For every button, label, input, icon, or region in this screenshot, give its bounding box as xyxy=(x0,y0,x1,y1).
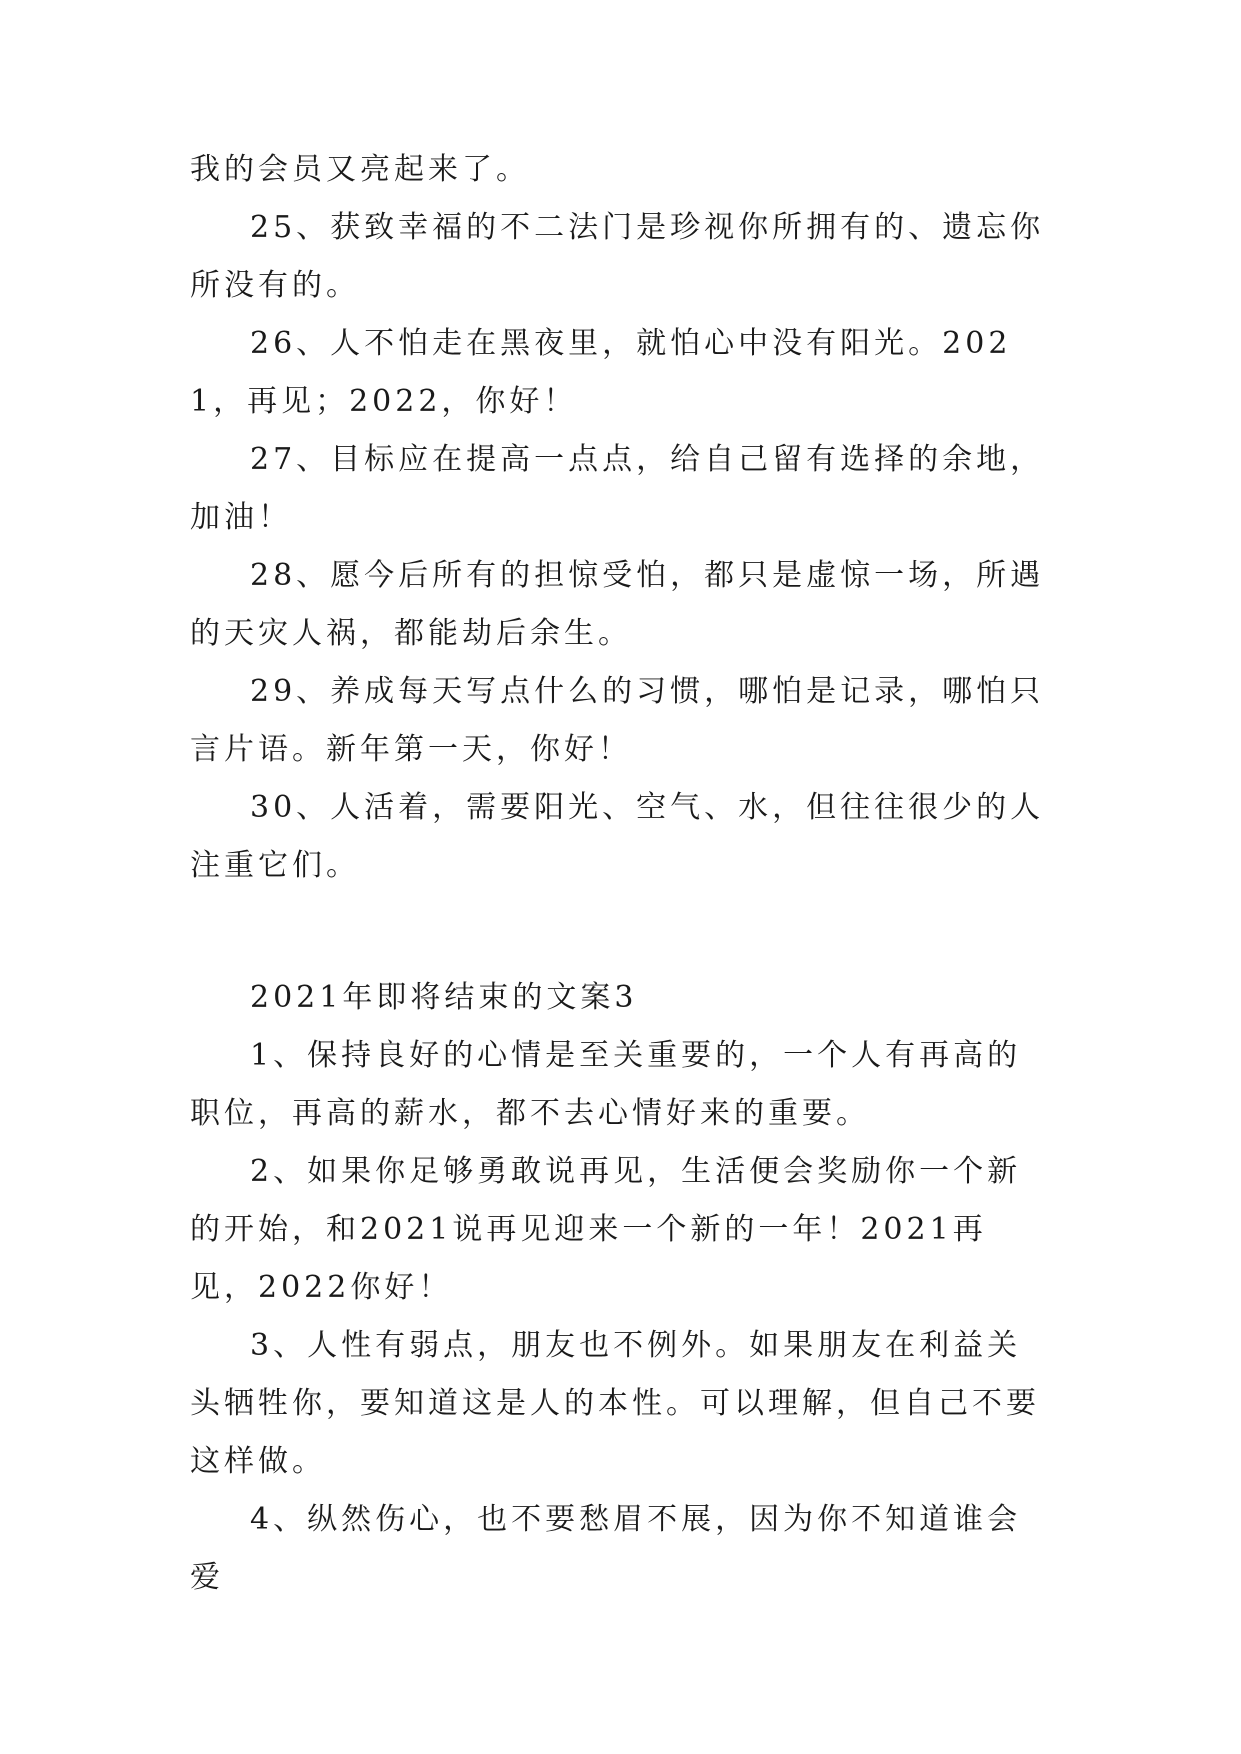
paragraph-29: 29、养成每天写点什么的习惯，哪怕是记录，哪怕只言片语。新年第一天，你好！ xyxy=(190,674,1045,767)
paragraph-continuation: 我的会员又亮起来了。 xyxy=(190,152,530,187)
paragraph-27: 27、目标应在提高一点点，给自己留有选择的余地，加油！ xyxy=(190,442,1045,535)
paragraph-25: 25、获致幸福的不二法门是珍视你所拥有的、遗忘你所没有的。 xyxy=(190,210,1045,303)
section-item-3: 3、人性有弱点，朋友也不例外。如果朋友在利益关头牺牲你，要知道这是人的本性。可以理解，但自己不要这样做。 xyxy=(190,1328,1040,1479)
paragraph-26: 26、人不怕走在黑夜里，就怕心中没有阳光。2021，再见；2022，你好！ xyxy=(190,326,1012,419)
paragraph-28: 28、愿今后所有的担惊受怕，都只是虚惊一场，所遇的天灾人祸，都能劫后余生。 xyxy=(190,558,1045,651)
section-item-4: 4、纵然伤心，也不要愁眉不展，因为你不知道谁会爱 xyxy=(190,1502,1022,1595)
section-heading: 2021年即将结束的文案3 xyxy=(250,980,638,1015)
section-item-2: 2、如果你足够勇敢说再见，生活便会奖励你一个新的开始，和2021说再见迎来一个新的一年！2021再见，2022你好！ xyxy=(190,1154,1022,1305)
paragraph-30: 30、人活着，需要阳光、空气、水，但往往很少的人注重它们。 xyxy=(190,790,1045,883)
section-item-1: 1、保持良好的心情是至关重要的，一个人有再高的职位，再高的薪水，都不去心情好来的重要。 xyxy=(190,1038,1022,1131)
